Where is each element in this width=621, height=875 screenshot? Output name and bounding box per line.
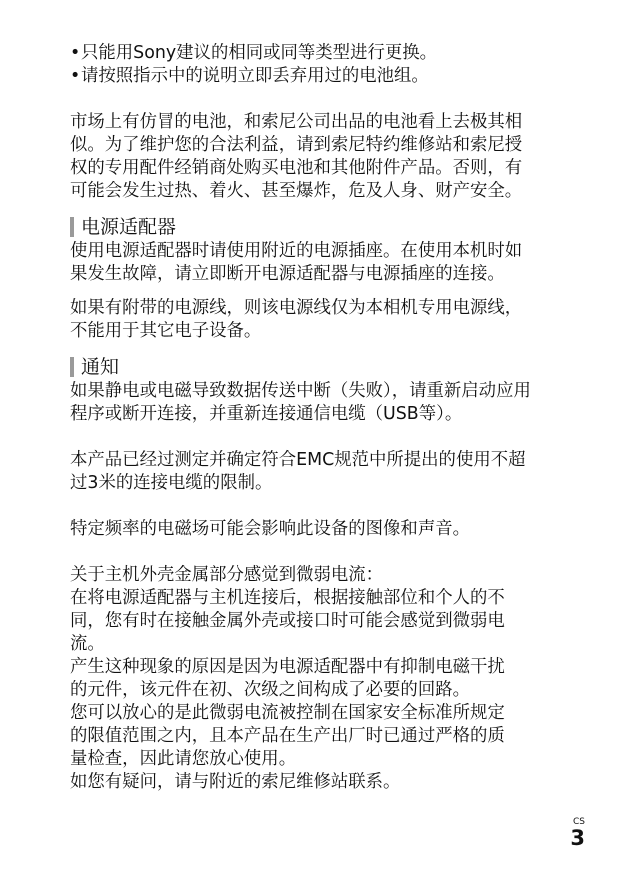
notice-paragraph-1 xyxy=(70,380,580,426)
section-heading-notice xyxy=(70,355,580,379)
text-line: 您可以放心的是此微弱电流被控制在国家安全标准所规定 xyxy=(70,703,505,723)
battery-warning-paragraph xyxy=(70,111,580,203)
notice-paragraph-3 xyxy=(70,518,580,541)
document-page xyxy=(70,42,580,794)
page-number xyxy=(570,817,585,849)
heading-bar xyxy=(70,217,74,237)
bullet-item: • 请按照指示中的说明立即丢弃用过的电池组。 xyxy=(70,65,580,88)
text-line: 如果有附带的电源线，则该电源线仅为本相机专用电源线， xyxy=(70,298,523,318)
notice-paragraph-4 xyxy=(70,564,580,794)
text-line: 市场上有仿冒的电池，和索尼公司出品的电池看上去极其相 xyxy=(70,112,523,132)
text-line: 使用电源适配器时请使用附近的电源插座。在使用本机时如 xyxy=(70,241,523,261)
text-line: 程序或断开连接，并重新连接通信电缆（USB等）。 xyxy=(70,404,463,424)
page-number-value: 3 xyxy=(570,826,585,850)
text-line: 的限值范围之内，且本产品在生产出厂时已通过严格的质 xyxy=(70,726,505,746)
text-line: 如果静电或电磁导致数据传送中断（失败），请重新启动应用 xyxy=(70,381,531,401)
text-line: 不能用于其它电子设备。 xyxy=(70,321,262,341)
text-line: 的元件，该元件在初、次级之间构成了必要的回路。 xyxy=(70,680,470,700)
section-heading-adapter xyxy=(70,215,580,239)
text-line: 特定频率的电磁场可能会影响此设备的图像和声音。 xyxy=(70,519,470,539)
text-line: 产生这种现象的原因是因为电源适配器中有抑制电磁干扰 xyxy=(70,657,505,677)
text-line: 量检查，因此请您放心使用。 xyxy=(70,749,297,769)
text-line: 似。为了维护您的合法利益，请到索尼特约维修站和索尼授 xyxy=(70,135,523,155)
heading-text: 电源适配器 xyxy=(81,216,177,238)
text-line: 可能会发生过热、着火、甚至爆炸，危及人身、财产安全。 xyxy=(70,181,523,201)
notice-paragraph-2 xyxy=(70,449,580,495)
adapter-paragraph-2 xyxy=(70,297,580,343)
language-code: CS xyxy=(573,817,585,827)
text-line: 本产品已经过测定并确定符合EMC规范中所提出的使用不超 xyxy=(70,450,526,470)
text-line: 在将电源适配器与主机连接后，根据接触部位和个人的不 xyxy=(70,588,505,608)
text-line: 过3米的连接电缆的限制。 xyxy=(70,473,273,493)
adapter-paragraph-1 xyxy=(70,240,580,286)
text-line: 同，您有时在接触金属外壳或接口时可能会感觉到微弱电 xyxy=(70,611,505,631)
text-line: 果发生故障，请立即断开电源适配器与电源插座的连接。 xyxy=(70,264,505,284)
text-line: 流。 xyxy=(70,634,105,654)
text-line: 关于主机外壳金属部分感觉到微弱电流： xyxy=(70,565,384,585)
heading-bar xyxy=(70,357,74,377)
heading-text: 通知 xyxy=(81,356,120,378)
text-line: 如您有疑问，请与附近的索尼维修站联系。 xyxy=(70,772,401,792)
text-line: 权的专用配件经销商处购买电池和其他附件产品。否则，有 xyxy=(70,158,523,178)
bullet-item: • 只能用Sony建议的相同或同等类型进行更换。 xyxy=(70,42,580,65)
